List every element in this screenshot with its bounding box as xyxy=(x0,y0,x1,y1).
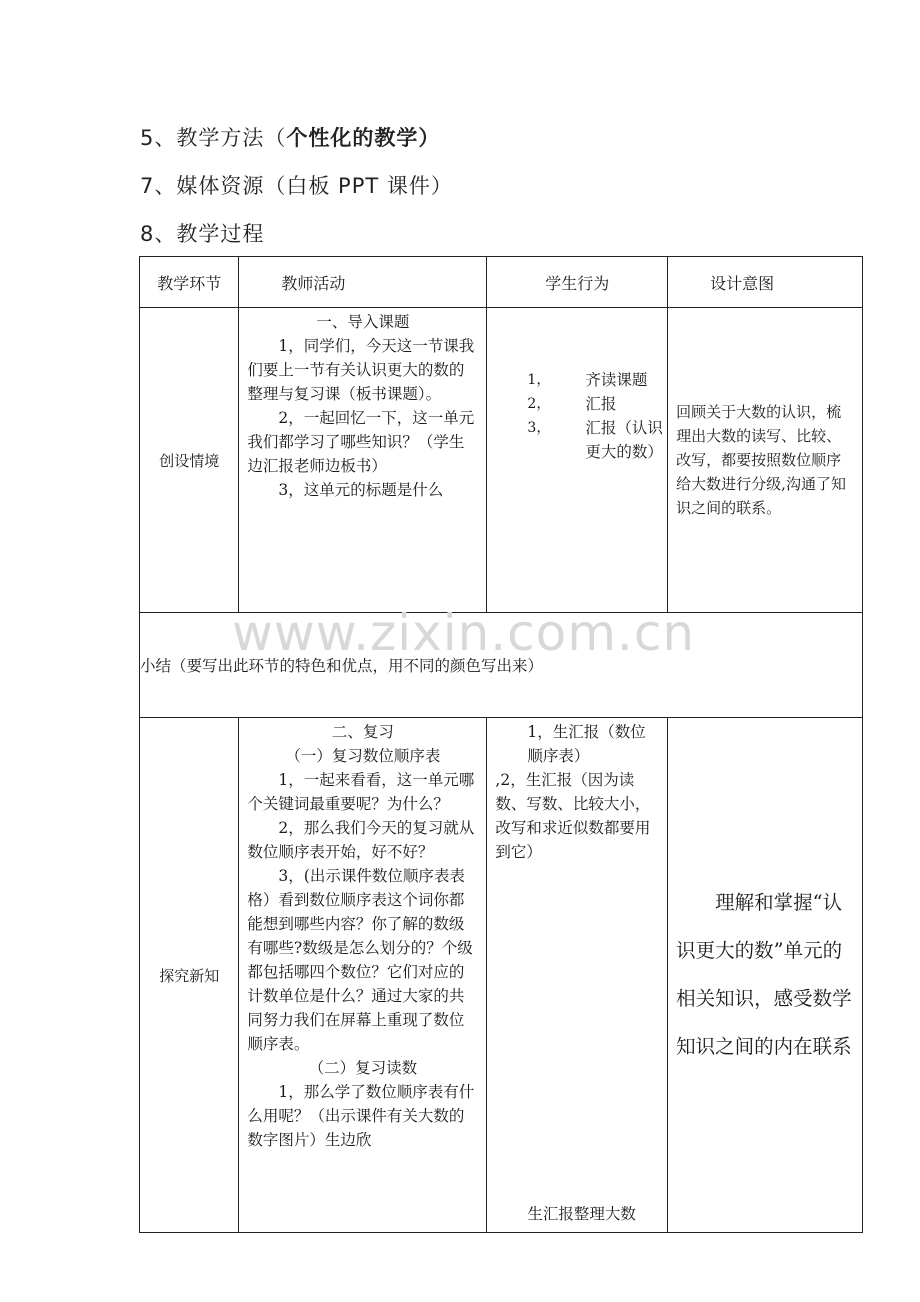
student-item: 1，生汇报（数位顺序表） xyxy=(527,723,646,765)
teacher-activity-cell xyxy=(239,718,487,1233)
table-header-row xyxy=(140,257,863,308)
header-teacher-activity: 教师活动 xyxy=(239,257,487,308)
header-stage: 教学环节 xyxy=(140,257,239,308)
heading-media-resources: 7、媒体资源（白板 PPT 课件） xyxy=(140,174,453,198)
design-intent-cell: 理解和掌握“认识更大的数”单元的相关知识，感受数学知识之间的内在联系 xyxy=(668,718,863,1233)
teacher-paragraph: 1，那么学了数位顺序表有什么用呢？（出示课件有关大数的数字图片）生边欣 xyxy=(247,1083,475,1149)
heading-teaching-process: 8、教学过程 xyxy=(140,222,265,246)
watermark: www.zixin.com.cn xyxy=(232,604,696,662)
table-row xyxy=(140,308,863,613)
student-item: 1， 齐读课题 xyxy=(527,371,648,389)
student-item: 3， 汇报（认识更大的数） xyxy=(527,419,663,461)
stage-cell: 探究新知 xyxy=(140,718,239,1233)
subsection-title: （二）复习读数 xyxy=(308,1059,418,1077)
teacher-paragraph: 1，同学们，今天这一节课我们要上一节有关认识更大的数的整理与复习课（板书课题）。 xyxy=(247,337,475,403)
table-row xyxy=(140,718,863,1233)
teaching-method-value: 个性化的教学） xyxy=(286,126,441,150)
teacher-paragraph: 2，一起回忆一下，这一单元我们都学习了哪些知识？（学生边汇报老师边板书） xyxy=(247,409,475,475)
section-title: 二、复习 xyxy=(331,723,394,741)
header-design-intent: 设计意图 xyxy=(668,257,863,308)
teacher-paragraph: 1，一起来看看，这一单元哪个关键词最重要呢？为什么？ xyxy=(247,771,475,813)
student-item: 生汇报整理大数 xyxy=(527,1205,636,1223)
stage-cell: 创设情境 xyxy=(140,308,239,613)
design-intent-cell: 回顾关于大数的认识，梳理出大数的读写、比较、改写，都要按照数位顺序给大数进行分级,沟通了知识之间的联系。 xyxy=(668,308,863,613)
teaching-process-table xyxy=(139,256,863,1233)
header-student-behavior: 学生行为 xyxy=(487,257,668,308)
teacher-paragraph: 3，(出示课件数位顺序表表格）看到数位顺序表这个词你都能想到哪些内容？你了解的数级有哪些?数级是怎么划分的？个级都包括哪四个数位？它们对应的计数单位是什么？通过大家的共同努力我们在屏幕上重现了数位顺序表。 xyxy=(247,867,473,1053)
heading-teaching-method: 5、教学方法（个性化的教学） xyxy=(140,126,441,150)
subsection-title: （一）复习数位顺序表 xyxy=(285,747,441,765)
student-behavior-cell xyxy=(487,308,668,613)
section-title: 一、导入课题 xyxy=(316,313,410,331)
summary-row xyxy=(140,613,863,718)
summary-text: 小结（要写出此环节的特色和优点，用不同的颜色写出来） xyxy=(140,613,863,718)
student-item: 2， 汇报 xyxy=(527,395,617,413)
student-behavior-cell xyxy=(487,718,668,1233)
teacher-paragraph: 2，那么我们今天的复习就从数位顺序表开始，好不好？ xyxy=(247,819,475,861)
teacher-paragraph: 3，这单元的标题是什么 xyxy=(278,481,444,499)
student-item: ,2，生汇报（因为读数、写数、比较大小，改写和求近似数都要用到它） xyxy=(495,771,651,861)
teacher-activity-cell xyxy=(239,308,487,613)
